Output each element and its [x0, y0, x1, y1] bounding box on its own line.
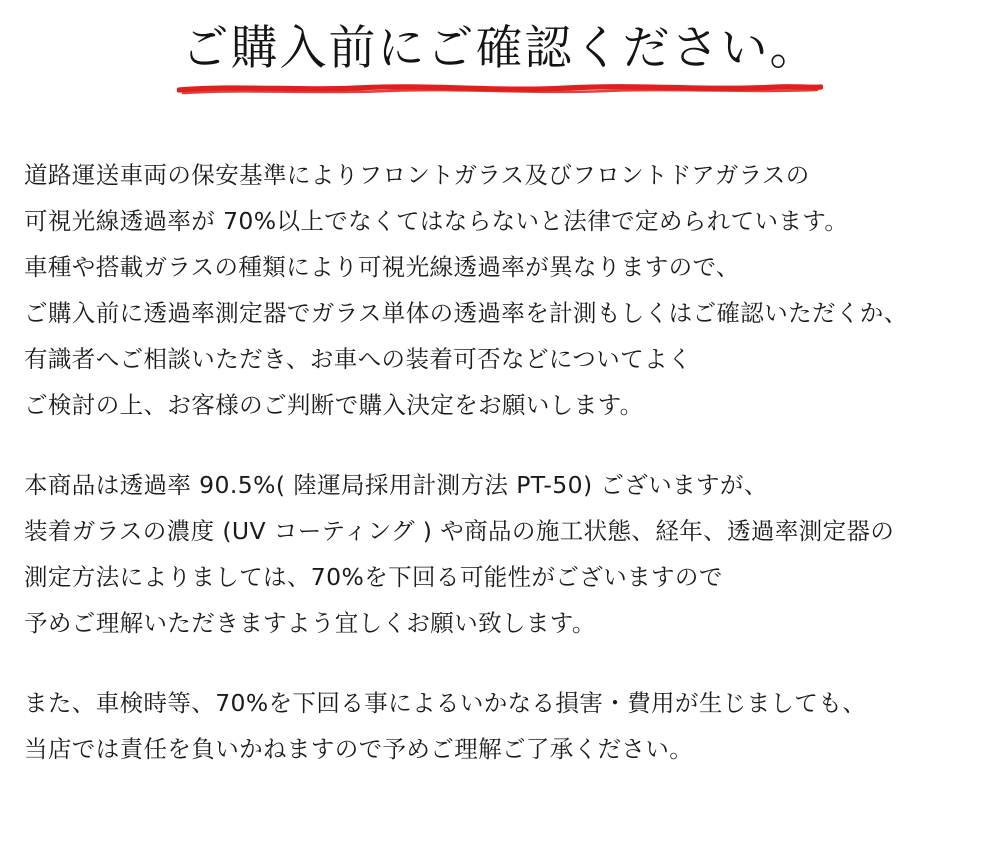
page-title-block: [0, 22, 1000, 96]
text-line: 道路運送車両の保安基準によりフロントガラス及びフロントドアガラスの: [24, 161, 810, 189]
text-line: ご購入前に透過率測定器でガラス単体の透過率を計測もしくはご確認いただくか、: [24, 299, 908, 327]
text-line: 車種や搭載ガラスの種類により可視光線透過率が異なりますので、: [24, 253, 740, 281]
text-line: また、車検時等、70%を下回る事によるいかなる損害・費用が生じましても、: [24, 689, 867, 717]
text-line: 測定方法によりましては、70%を下回る可能性がございますので: [24, 563, 723, 591]
red-brush-underline-icon: [177, 82, 823, 96]
page-title: ご購入前にご確認ください。: [181, 21, 819, 76]
text-line: 予めご理解いただきますよう宜しくお願い致します。: [24, 609, 596, 637]
text-line: 本商品は透過率 90.5%( 陸運局採用計測方法 PT-50) ございますが、: [24, 471, 768, 499]
paragraph-liability-notice: [24, 680, 974, 772]
text-line: ご検討の上、お客様のご判断で購入決定をお願いします。: [24, 391, 644, 419]
paragraph-legal-notice: [24, 152, 974, 428]
text-line: 装着ガラスの濃度 (UV コーティング ) や商品の施工状態、経年、透過率測定器の: [24, 517, 895, 545]
paragraph-product-spec: [24, 462, 974, 646]
text-line: 当店では責任を負いかねますので予めご理解ご了承ください。: [24, 735, 694, 763]
notice-body: [24, 152, 974, 772]
text-line: 可視光線透過率が 70%以上でなくてはならないと法律で定められています。: [24, 207, 849, 235]
text-line: 有識者へご相談いただき、お車への装着可否などについてよく: [24, 345, 692, 373]
